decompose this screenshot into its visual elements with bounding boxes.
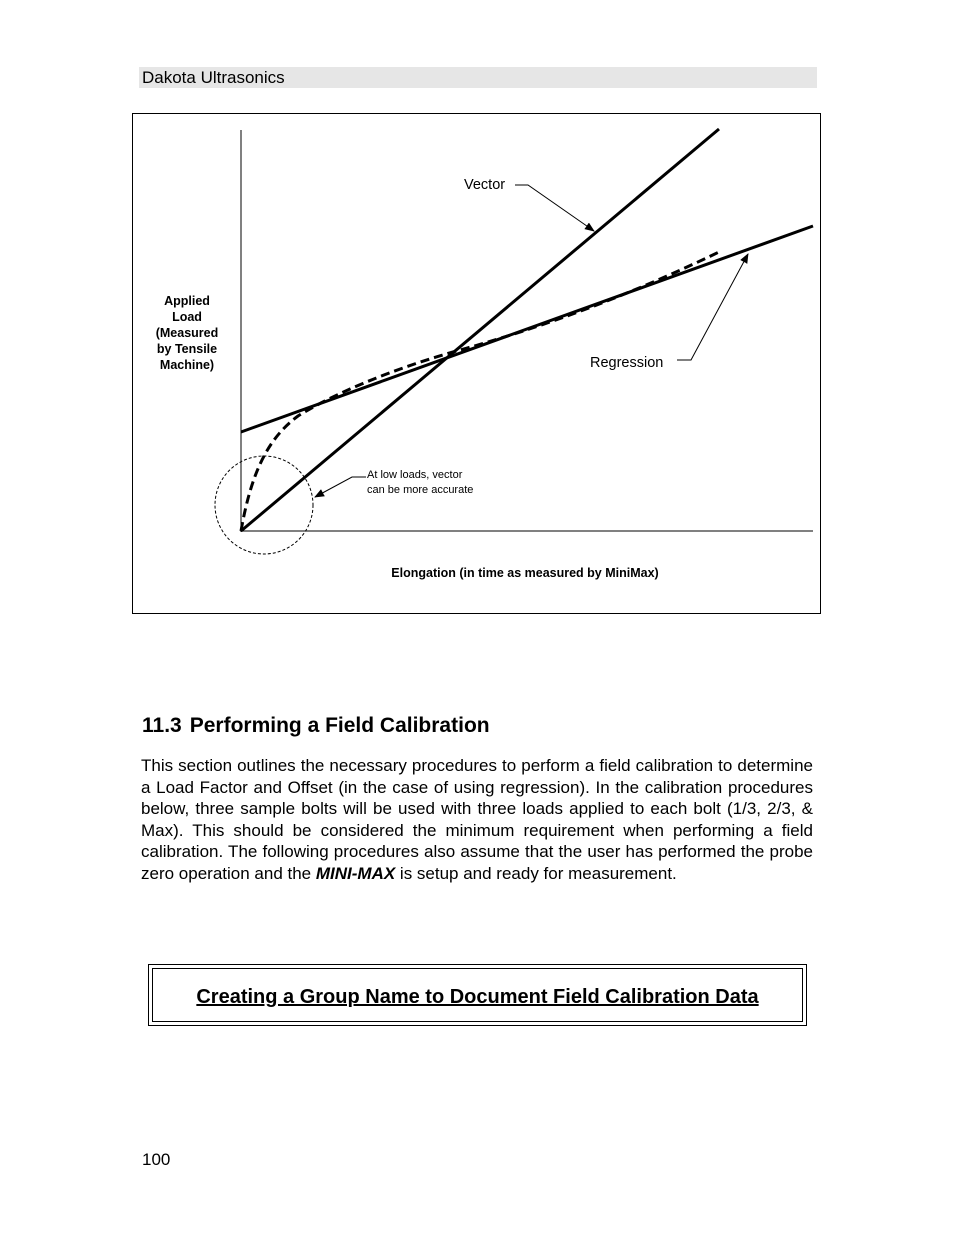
y-axis-label: Applied Load (Measured by Tensile Machine) — [155, 294, 219, 372]
low-load-note: At low loads, vector can be more accurate — [367, 469, 474, 496]
regression-label: Regression — [590, 355, 664, 371]
section-heading — [142, 714, 490, 738]
header-company: Dakota Ultrasonics — [142, 68, 285, 87]
callout-box — [148, 964, 807, 1026]
low-load-circle — [215, 456, 313, 554]
vector-leader — [515, 185, 594, 231]
section-paragraph: This section outlines the necessary procedures to perform a field calibration to determine a Load Factor and Offset (in the case of using regression). In the calibration procedures below, three sample bolts will be used with three loads applied to each bolt (1/3, 2/3, & Max). This should be considered the minimum requirement when performing a field calibration. The following procedures also assume that the user has performed the probe zero operation and the MINI-MAX is setup and ready for measurement. — [141, 756, 813, 883]
x-axis-label: Elongation (in time as measured by MiniMax) — [391, 566, 659, 580]
product-name: MINI-MAX — [315, 863, 396, 883]
section-number: 11.3 — [142, 714, 182, 737]
callout-heading: Creating a Group Name to Document Field Calibration Data — [196, 985, 759, 1008]
regression-line — [241, 226, 813, 432]
actual-curve — [241, 251, 721, 531]
vector-label: Vector — [464, 177, 506, 193]
section-title: Performing a Field Calibration — [189, 714, 490, 737]
note-leader — [315, 477, 366, 497]
page-number: 100 — [142, 1150, 171, 1169]
